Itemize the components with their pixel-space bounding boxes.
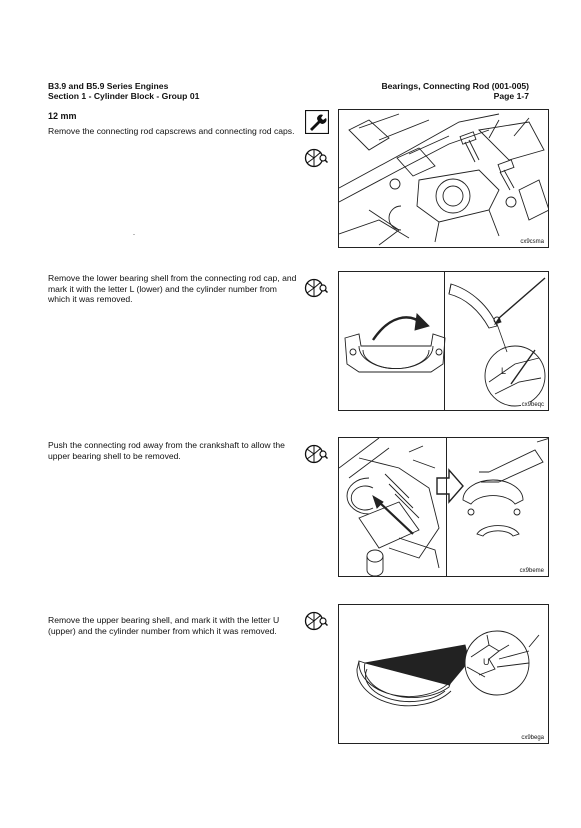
figure-id: cx9csma [520, 239, 544, 245]
step-4-text: Remove the upper bearing shell, and mark it with the letter U (upper) and the cylinder number from which it was removed. [48, 615, 280, 636]
tool-size-label: 12 mm [48, 111, 77, 121]
figure-push-rod-drawing [339, 438, 549, 577]
figure-push-rod-away [338, 437, 549, 577]
scan-speck [133, 234, 135, 235]
engine-series-title: B3.9 and B5.9 Series Engines [48, 81, 169, 91]
figure-upper-shell-removal [338, 604, 549, 744]
figure-rod-cap-removal [338, 109, 549, 248]
step-3-text: Push the connecting rod away from the crankshaft to allow the upper bearing shell to be removed. [48, 440, 285, 461]
header-left [48, 81, 199, 101]
header-right [381, 81, 529, 101]
figure-id: cx9bega [521, 735, 544, 741]
inspect-magnifier-icon [304, 442, 328, 466]
wrench-icon [305, 110, 329, 134]
inspect-magnifier-icon [304, 146, 328, 170]
figure-id: cx9beme [519, 568, 544, 574]
figure-id: cx9beqc [521, 402, 544, 408]
step-2-text: Remove the lower bearing shell from the connecting rod cap, and mark it with the letter L (lower) and the cylinder number from which it was removed. [48, 273, 297, 304]
figure-mark-letter: U [483, 657, 490, 667]
step-1-text: Remove the connecting rod capscrews and connecting rod caps. [48, 126, 295, 136]
figure-divider [444, 272, 445, 410]
inspect-magnifier-icon [304, 609, 328, 633]
figure-divider [446, 438, 447, 576]
topic-title: Bearings, Connecting Rod (001-005) [381, 81, 529, 91]
section-title: Section 1 - Cylinder Block - Group 01 [48, 91, 200, 101]
page-number: Page 1-7 [493, 91, 529, 101]
figure-upper-shell-drawing [339, 605, 549, 744]
figure-lower-shell-removal [338, 271, 549, 411]
figure-mark-letter: L [501, 366, 507, 376]
inspect-magnifier-icon [304, 276, 328, 300]
figure-rod-cap-removal-drawing [339, 110, 549, 248]
